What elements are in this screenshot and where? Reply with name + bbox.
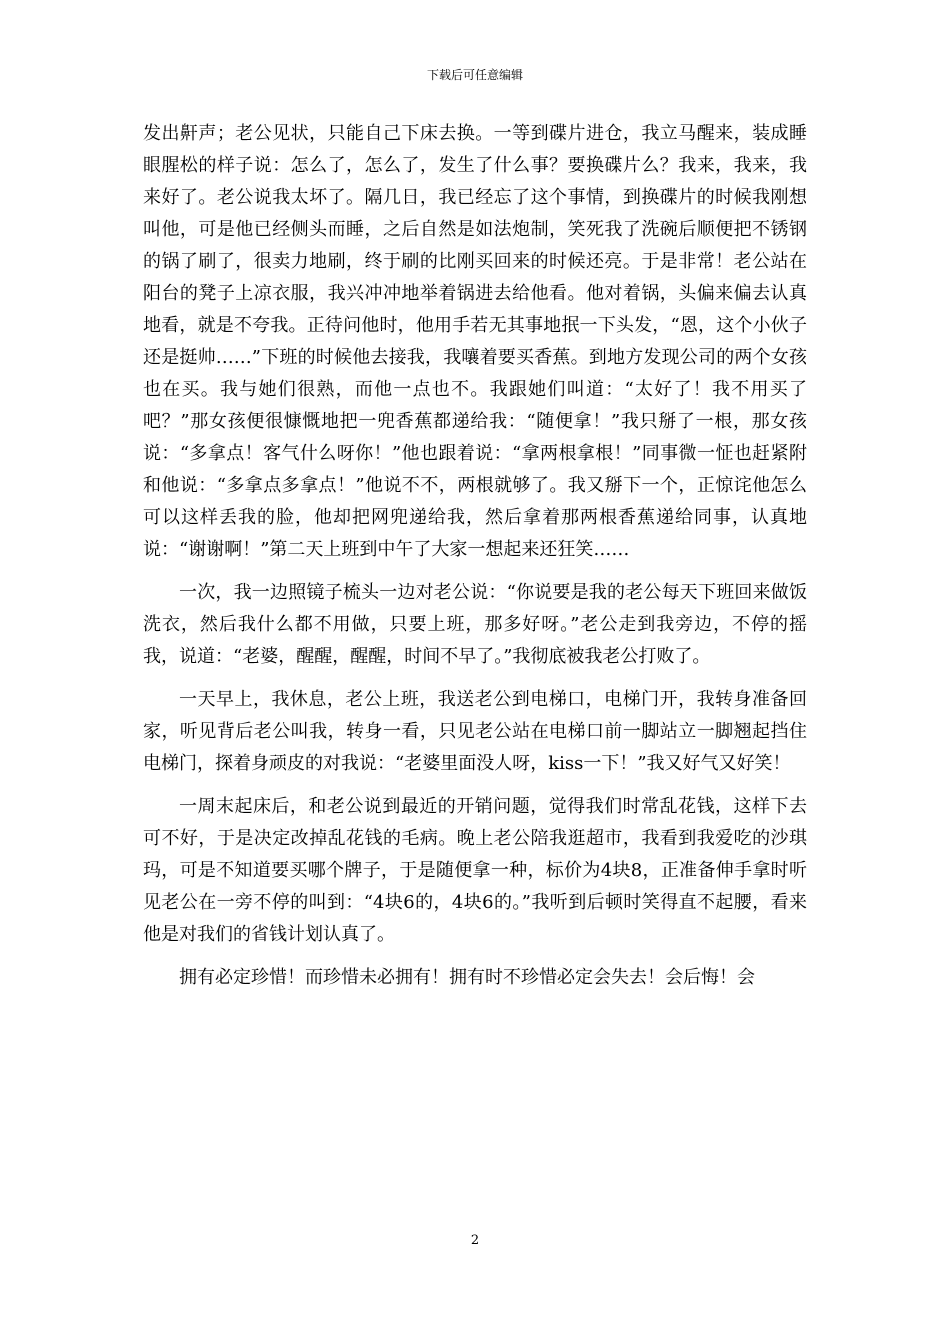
paragraph-3: 一天早上，我休息，老公上班，我送老公到电梯口，电梯门开，我转身准备回家，听见背后老公叫我，转身一看，只见老公站在电梯口前一脚站立一脚翘起挡住电梯门，探着身顽皮的对我说：“老婆里面没人呀，kiss一下！”我又好气又好笑！ (143, 689, 807, 774)
paragraph-2: 一次，我一边照镜子梳头一边对老公说：“你说要是我的老公每天下班回来做饭洗衣，然后我什么都不用做，只要上班，那多好呀。”老公走到我旁边，不停的摇我，说道：“老婆，醒醒，醒醒，时间不早了。”我彻底被我老公打败了。 (143, 582, 807, 667)
paragraph-5: 拥有必定珍惜！而珍惜未必拥有！拥有时不珍惜必定会失去！会后悔！会 (179, 967, 755, 988)
document-body (143, 118, 807, 994)
paragraph-1: 发出鼾声；老公见状，只能自己下床去换。一等到碟片进仓，我立马醒来，装成睡眼腥松的样子说：怎么了，怎么了，发生了什么事？要换碟片么？我来，我来，我来好了。老公说我太坏了。隔几日，我已经忘了这个事情，到换碟片的时候我刚想叫他，可是他已经侧头而睡，之后自然是如法炮制，笑死我了洗碗后顺便把不锈钢的锅了刷了，很卖力地刷，终于刷的比刚买回来的时候还亮。于是非常！老公站在阳台的凳子上凉衣服，我兴冲冲地举着锅进去给他看。他对着锅，头偏来偏去认真地看，就是不夸我。正待问他时，他用手若无其事地抿一下头发，“恩，这个小伙子还是挺帅……”下班的时候他去接我，我嚷着要买香蕉。到地方发现公司的两个女孩也在买。我与她们很熟，而他一点也不。我跟她们叫道：“太好了！我不用买了吧？”那女孩便很慷慨地把一兜香蕉都递给我：“随便拿！”我只掰了一根，那女孩说：“多拿点！客气什么呀你！”他也跟着说：“拿两根拿根！”同事微一怔也赶紧附和他说：“多拿点多拿点！”他说不不，两根就够了。我又掰下一个，正惊诧他怎么可以这样丢我的脸，他却把网兜递给我，然后拿着那两根香蕉递给同事，认真地说：“谢谢啊！”第二天上班到中午了大家一想起来还狂笑…… (143, 123, 807, 560)
paragraph-4: 一周末起床后，和老公说到最近的开销问题，觉得我们时常乱花钱，这样下去可不好，于是决定改掉乱花钱的毛病。晚上老公陪我逛超市，我看到我爱吃的沙琪玛，可是不知道要买哪个牌子，于是随便拿一种，标价为4块8，正准备伸手拿时听见老公在一旁不停的叫到：“4块6的，4块6的。”我听到后顿时笑得直不起腰，看来他是对我们的省钱计划认真了。 (143, 796, 807, 945)
page-number: 2 (470, 1233, 480, 1248)
page-header: 下载后可任意编辑 (426, 68, 523, 82)
